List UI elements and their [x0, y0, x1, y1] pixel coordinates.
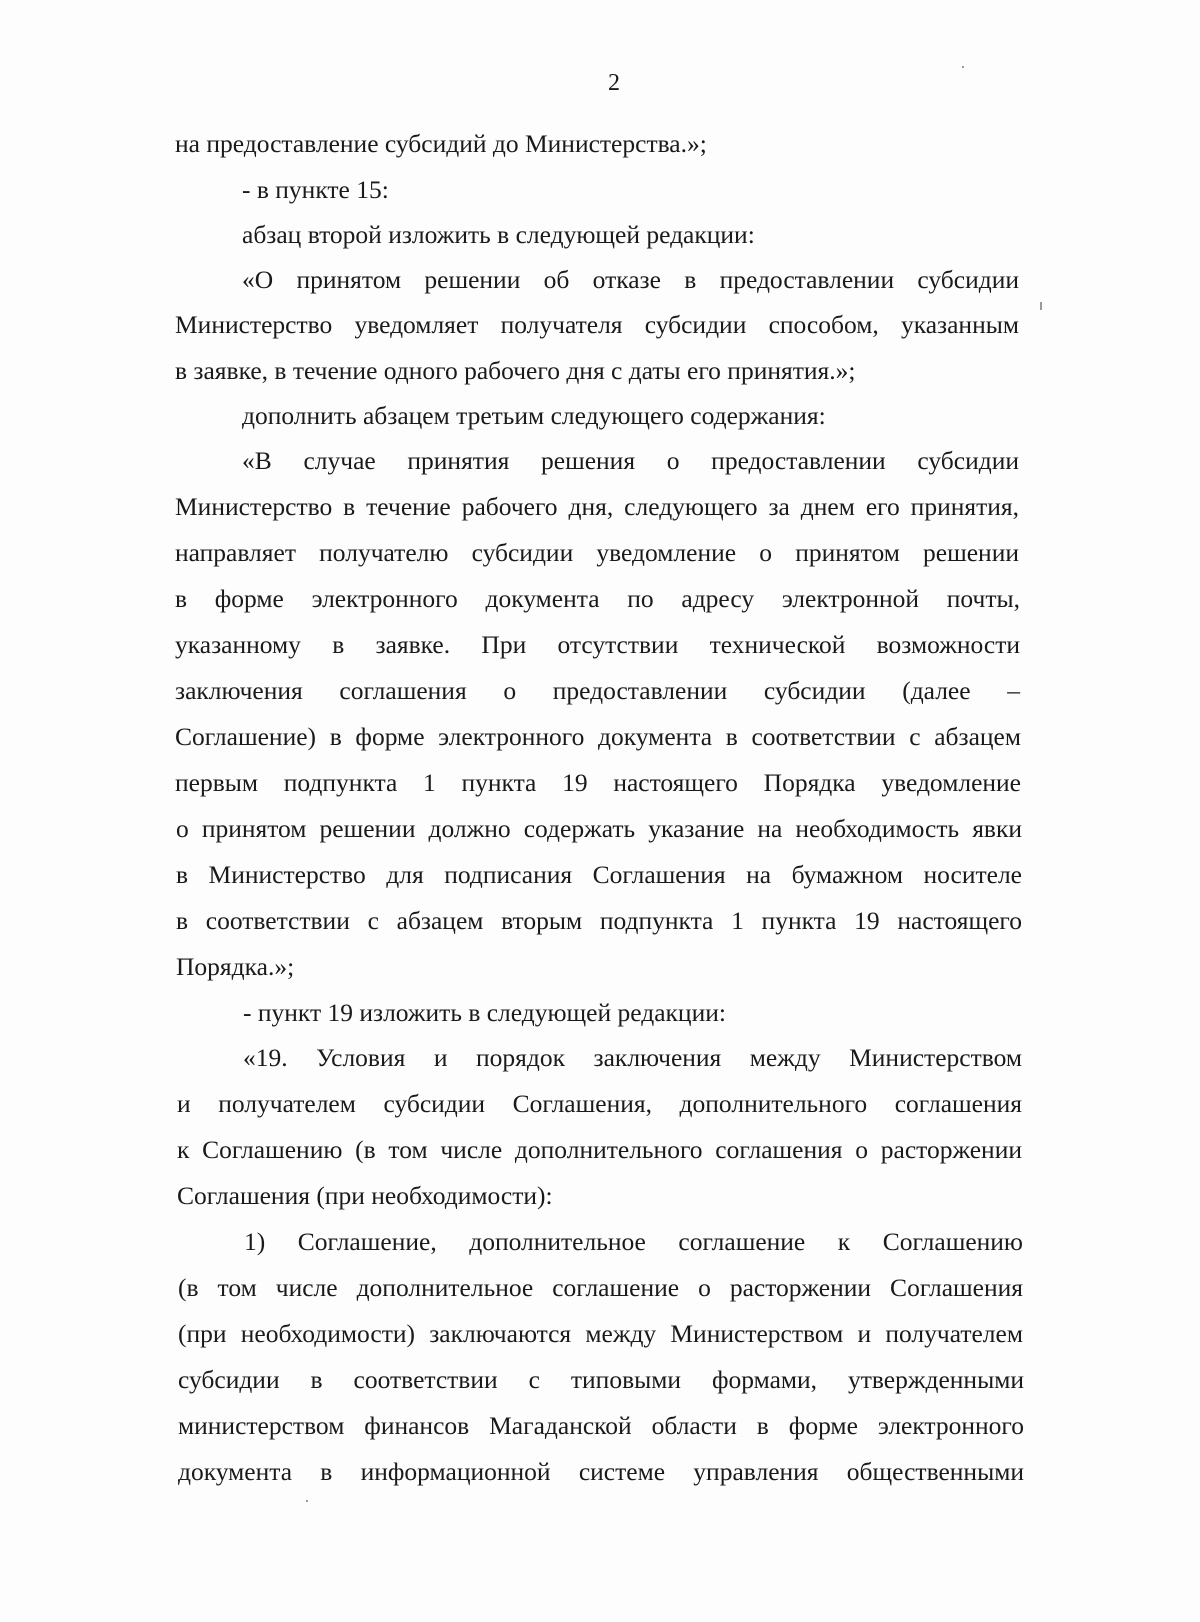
- text-line: дополнить абзацем третьим следующего содержания:: [242, 401, 826, 430]
- text-line: указанному в заявке. При отсутствии технической возможности: [175, 630, 1020, 659]
- text-line: Порядка.»;: [176, 952, 295, 981]
- scan-speck: [1040, 302, 1042, 310]
- text-line: и получателем субсидии Соглашения, дополнительного соглашения: [177, 1089, 1022, 1118]
- text-line: направляет получателю субсидии уведомление о принятом решении: [175, 538, 1019, 567]
- text-line: Министерство в течение рабочего дня, следующего за днем его принятия,: [175, 492, 1019, 521]
- text-line: - пункт 19 изложить в следующей редакции:: [243, 998, 726, 1027]
- text-line: «19. Условия и порядок заключения между Министерством: [243, 1043, 1022, 1072]
- text-line: к Соглашению (в том числе дополнительного соглашения о расторжении: [177, 1135, 1022, 1164]
- text-line: - в пункте 15:: [242, 175, 389, 204]
- text-line: в соответствии с абзацем вторым подпункта 1 пункта 19 настоящего: [176, 906, 1022, 935]
- text-line: Соглашение) в форме электронного документа в соответствии с абзацем: [175, 722, 1021, 751]
- scan-speck: [962, 66, 964, 68]
- text-line: в форме электронного документа по адресу электронной почты,: [175, 584, 1020, 613]
- text-line: в Министерство для подписания Соглашения на бумажном носителе: [176, 860, 1022, 889]
- text-line: (при необходимости) заключаются между Министерством и получателем: [178, 1319, 1023, 1348]
- text-line: первым подпункта 1 пункта 19 настоящего Порядка уведомление: [175, 768, 1021, 797]
- text-line: заключения соглашения о предоставлении субсидии (далее –: [175, 676, 1020, 705]
- page-number: 2: [608, 70, 620, 96]
- text-line: субсидии в соответствии с типовыми формами, утвержденными: [178, 1365, 1024, 1394]
- text-line: 1) Соглашение, дополнительное соглашение к Соглашению: [244, 1227, 1023, 1256]
- scan-speck: [306, 1500, 308, 1502]
- text-line: в заявке, в течение одного рабочего дня с даты его принятия.»;: [175, 356, 856, 385]
- text-line: о принятом решении должно содержать указание на необходимость явки: [176, 814, 1022, 843]
- text-line: Министерство уведомляет получателя субсидии способом, указанным: [175, 310, 1019, 339]
- text-line: на предоставление субсидий до Министерства.»;: [175, 129, 707, 158]
- text-line: «В случае принятия решения о предоставлении субсидии: [242, 446, 1019, 475]
- text-line: «О принятом решении об отказе в предоставлении субсидии: [242, 265, 1019, 294]
- text-line: абзац второй изложить в следующей редакции:: [242, 220, 755, 249]
- text-line: (в том числе дополнительное соглашение о расторжении Соглашения: [178, 1273, 1023, 1302]
- text-line: документа в информационной системе управления общественными: [178, 1457, 1024, 1486]
- text-line: Соглашения (при необходимости):: [177, 1181, 553, 1210]
- text-line: министерством финансов Магаданской области в форме электронного: [178, 1411, 1024, 1440]
